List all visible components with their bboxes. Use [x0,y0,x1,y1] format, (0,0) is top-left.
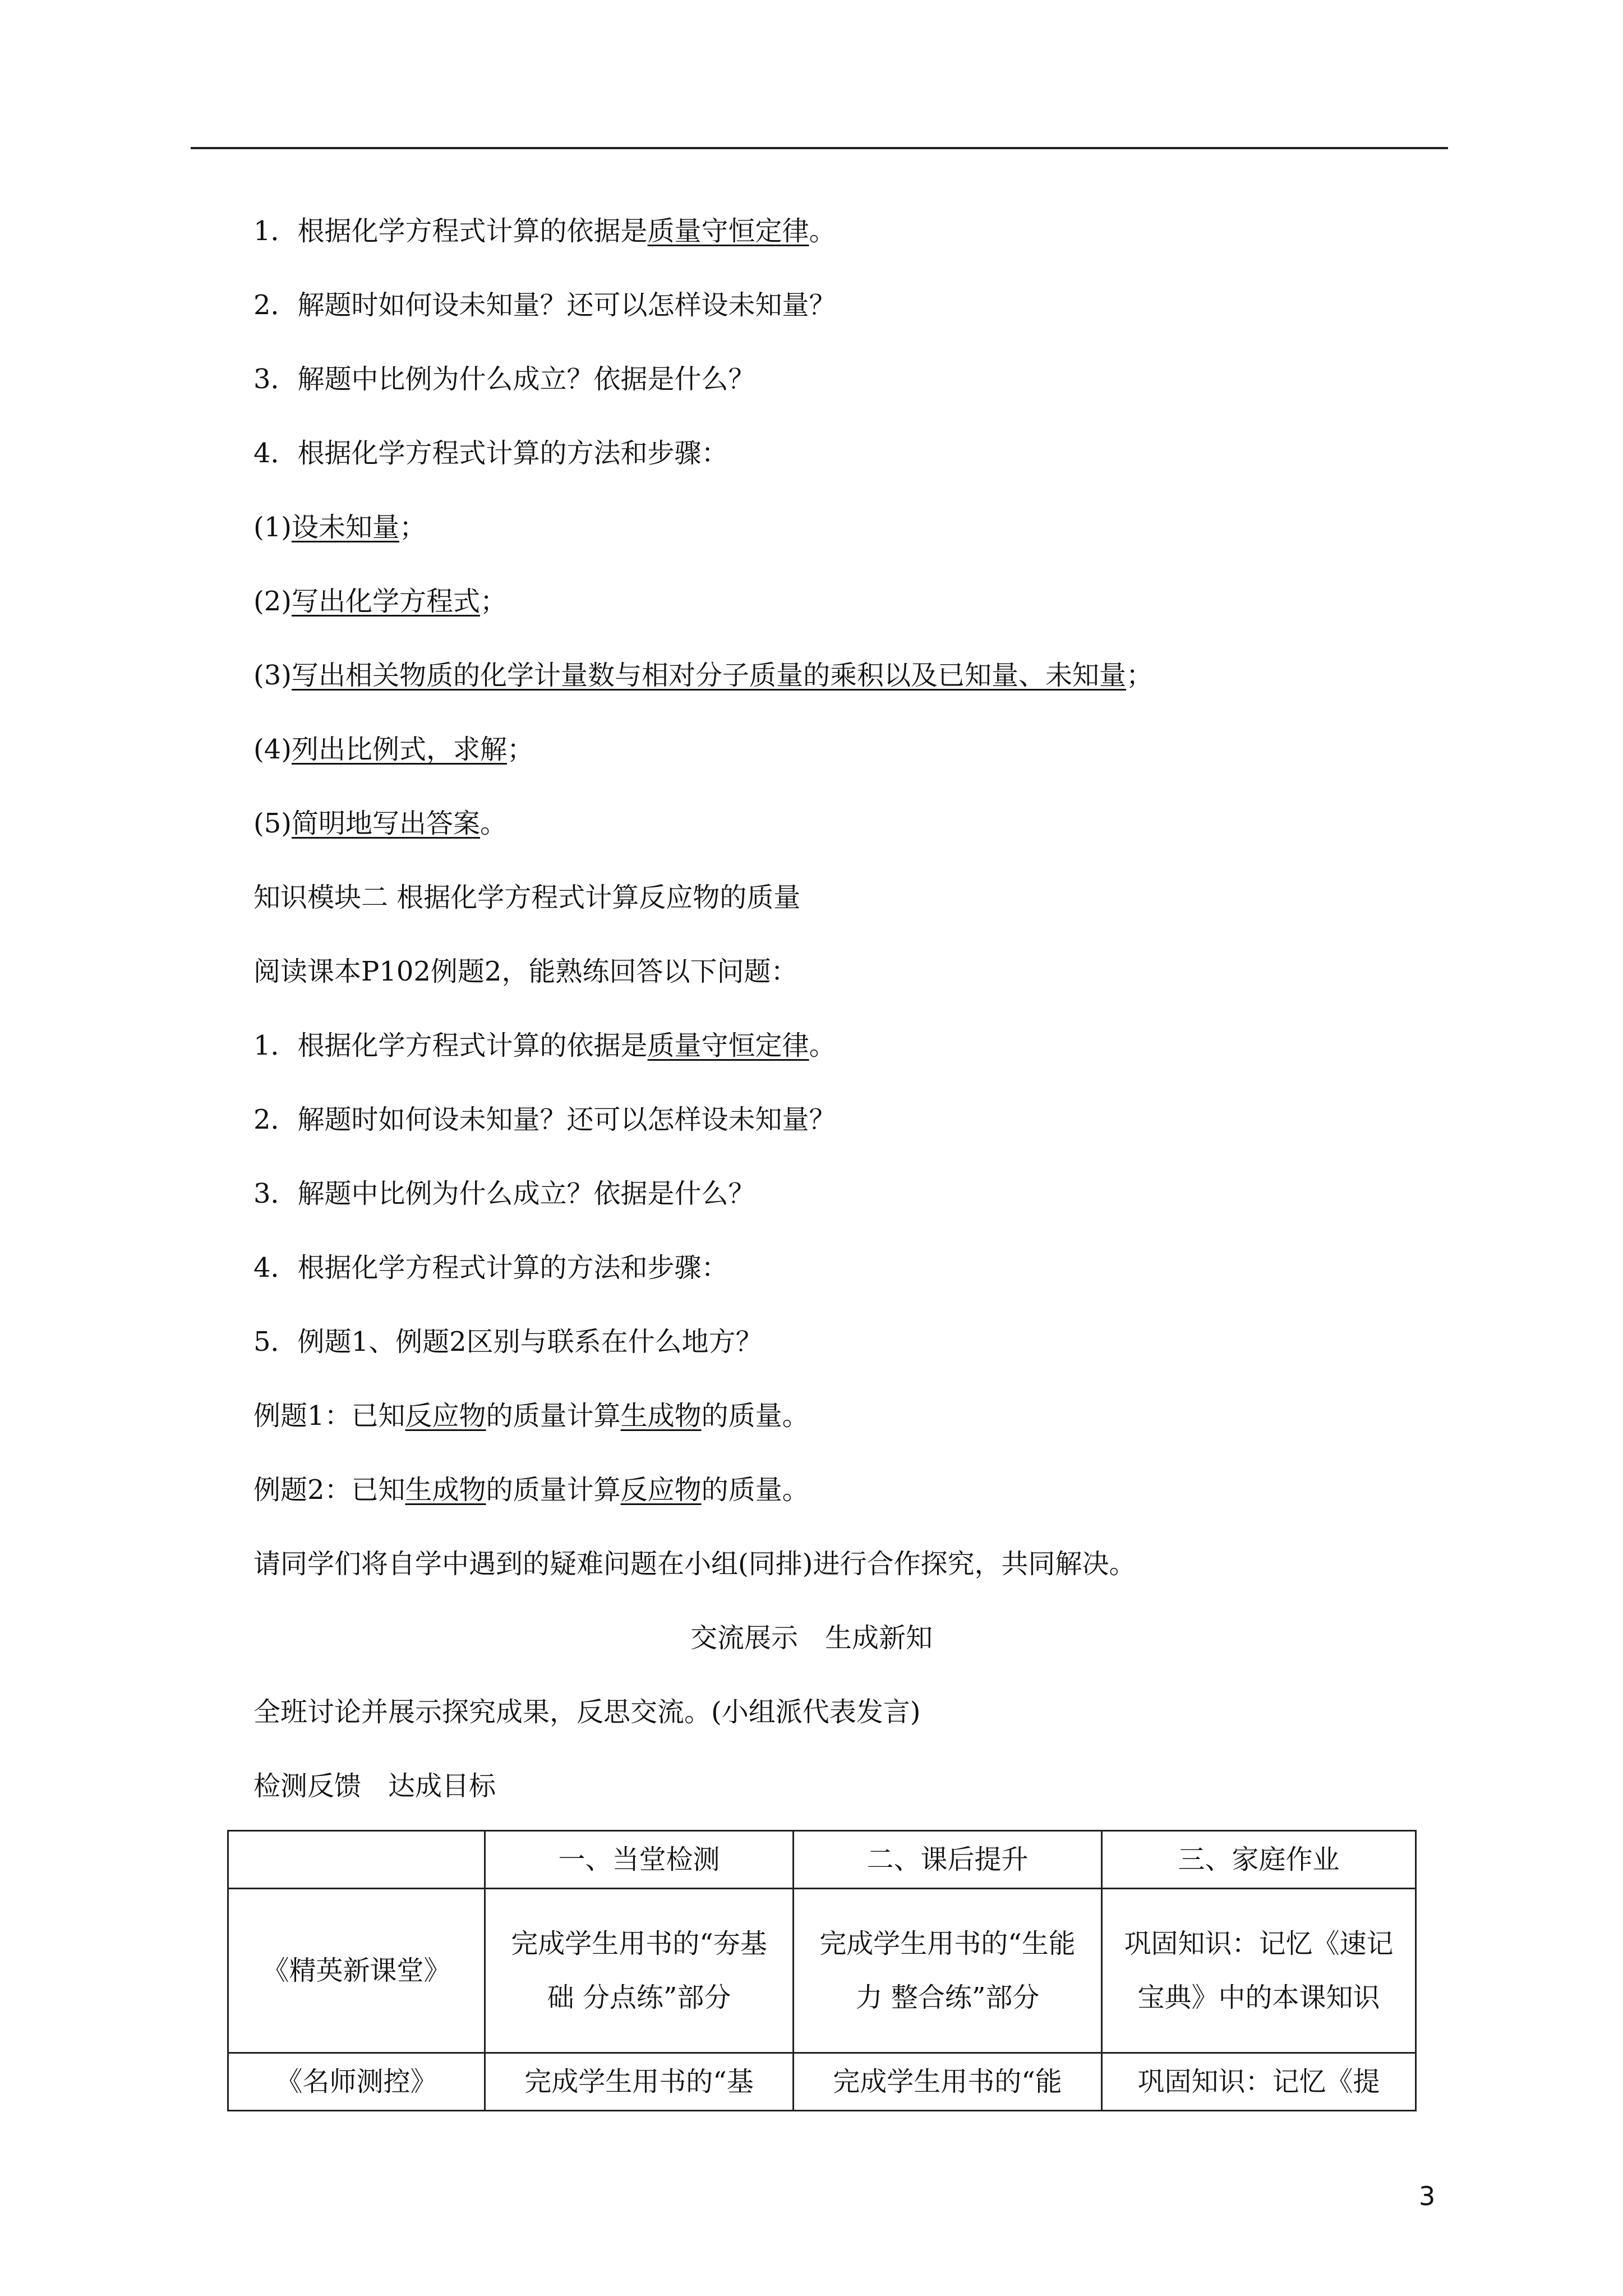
step-5: (5)简明地写出答案。 [253,808,508,839]
header-rule [191,147,1448,149]
table-cell: 《精英新课堂》 [228,1889,485,2053]
m2-question-5: 5．例题1、例题2区别与联系在什么地方？ [253,1326,763,1358]
s1-question-3: 3．解题中比例为什么成立？依据是什么？ [253,364,755,395]
feedback-title: 检测反馈 达成目标 [253,1770,496,1802]
s1-question-4: 4．根据化学方程式计算的方法和步骤： [253,438,728,469]
page-number: 3 [1419,2181,1436,2211]
example-1: 例题1：已知反应物的质量计算生成物的质量。 [253,1400,809,1432]
table-cell: 完成学生用书的“生能力 整合练”部分 [794,1889,1102,2053]
s1-question-2: 2．解题时如何设未知量？还可以怎样设未知量？ [253,289,836,321]
example-2: 例题2：已知生成物的质量计算反应物的质量。 [253,1474,809,1506]
exchange-text: 全班讨论并展示探究成果，反思交流。(小组派代表发言) [253,1696,921,1728]
m2-question-3: 3．解题中比例为什么成立？依据是什么？ [253,1178,755,1209]
homework-table [227,1830,1417,2111]
table-cell: 巩固知识：记忆《速记宝典》中的本课知识 [1102,1889,1416,2053]
step-4: (4)列出比例式，求解； [253,734,534,765]
table-cell: 完成学生用书的“能 [794,2053,1102,2111]
m2-question-4: 4．根据化学方程式计算的方法和步骤： [253,1252,728,1283]
table-cell: 完成学生用书的“夯基础 分点练”部分 [485,1889,794,2053]
m2-question-1: 1．根据化学方程式计算的依据是质量守恒定律。 [253,1030,836,1061]
table-header-cell: 一、当堂检测 [485,1831,794,1889]
table-header-row [228,1831,1416,1889]
step-3: (3)写出相关物质的化学计量数与相对分子质量的乘积以及已知量、未知量； [253,660,1154,691]
step-2: (2)写出化学方程式； [253,586,508,617]
table-cell: 完成学生用书的“基 [485,2053,794,2111]
m2-question-2: 2．解题时如何设未知量？还可以怎样设未知量？ [253,1104,836,1135]
s1-question-1: 1．根据化学方程式计算的依据是质量守恒定律。 [253,215,836,247]
step-1: (1)设未知量； [253,512,427,543]
table-row [228,1889,1416,2053]
table-header-cell: 二、课后提升 [794,1831,1102,1889]
exchange-title: 交流展示 生成新知 [690,1622,933,1654]
module2-title: 知识模块二 根据化学方程式计算反应物的质量 [253,882,801,913]
table-cell [228,1831,485,1889]
group-instruction: 请同学们将自学中遇到的疑难问题在小组(同排)进行合作探究，共同解决。 [253,1548,1136,1580]
table-cell: 《名师测控》 [228,2053,485,2111]
table-cell: 巩固知识：记忆《提 [1102,2053,1416,2111]
answer-underlined: 质量守恒定律 [647,215,809,247]
module2-intro: 阅读课本P102例题2，能熟练回答以下问题： [253,956,798,987]
table-row [228,2053,1416,2111]
table-header-cell: 三、家庭作业 [1102,1831,1416,1889]
